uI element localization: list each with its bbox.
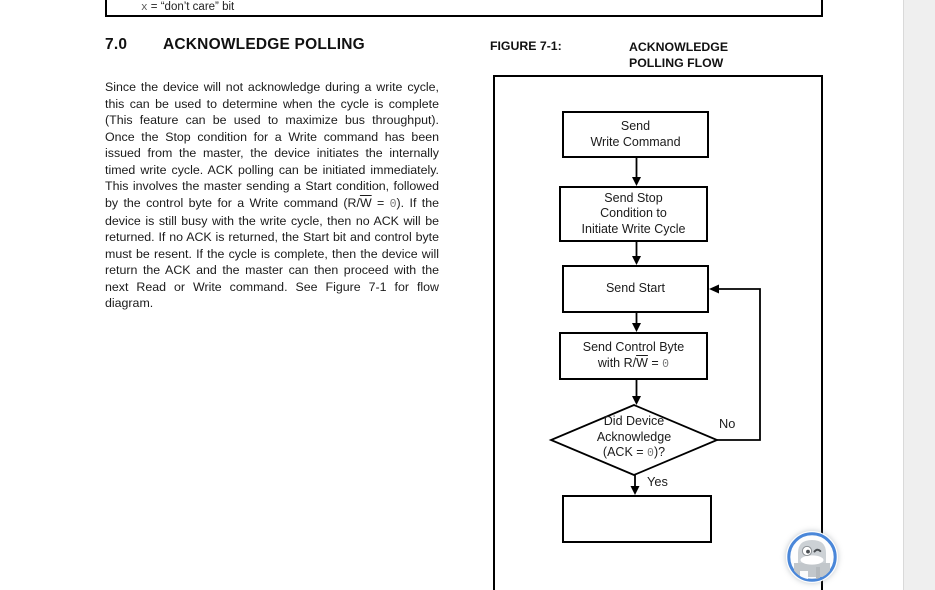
flow-step-text: Send Stop: [604, 190, 663, 205]
flow-decision-text: Did Device: [603, 414, 665, 428]
body-segment-2: ). If the device is still busy with the write cycle, then no ACK will be returned. If no ACK is returned, the Start bit and control byte must be resent. If the cycle is complete, then the device will return the ACK and the master can then proceed with the next Read or Write command. See Figure 7-1 for flow diagram.: [105, 195, 439, 311]
table-border-left: [105, 0, 107, 15]
rw-equals: =: [647, 355, 663, 370]
robot-assistant-icon: [786, 531, 838, 583]
overline-w: $\overline{W}$: [359, 195, 372, 210]
table-footnote: [141, 0, 234, 15]
body-paragraph: [105, 79, 439, 311]
flow-step-text: [598, 356, 669, 373]
flow-step-send-write-command: [562, 111, 709, 158]
figure-frame: [493, 75, 823, 590]
ack-zero: 0: [647, 447, 654, 460]
flowchart: [493, 75, 823, 590]
table-border-bottom: [105, 15, 823, 17]
flow-step-text: Send Start: [605, 281, 666, 296]
ack-pre: (ACK =: [602, 445, 648, 459]
figure-title-line2: POLLING FLOW: [629, 56, 724, 70]
flow-step-send-control-byte: [559, 332, 708, 380]
rw-pre: with R/: [597, 355, 637, 370]
figure-label: FIGURE 7-1:: [490, 39, 562, 53]
body-segment: Since the device will not acknowledge during a write cycle, this can be used to determine when the cycle is complete (This feature can be used to maximize bus throughput). Once the Stop condition for a Write command has been issued from the master, the device initiates the internally timed write cycle. ACK polling can be initiated immediately. This involves the master sending a Start condition, followed by the control byte for a Write command (R/: [105, 80, 439, 210]
ack-post: )?: [653, 445, 666, 459]
section-number: 7.0: [105, 36, 128, 53]
figure-title: [629, 39, 728, 71]
branch-label-no: No: [719, 416, 736, 431]
flow-step-text: Send Control Byte: [582, 340, 685, 354]
footnote-x-symbol: x: [141, 2, 148, 14]
table-border-right: [821, 0, 823, 15]
body-equals: =: [371, 195, 390, 210]
viewer-gutter: [903, 0, 935, 590]
flow-step-text: Condition to: [600, 206, 667, 221]
flow-decision-did-device-acknowledge: [551, 414, 717, 462]
flow-step-text: Write Command: [590, 134, 681, 149]
branch-label-yes: Yes: [647, 474, 668, 489]
rw-zero: 0: [662, 357, 670, 371]
flow-step-text: Send: [620, 119, 651, 133]
figure-header: [490, 39, 728, 71]
section-title: ACKNOWLEDGE POLLING: [163, 36, 365, 53]
assistant-widget-button[interactable]: [786, 531, 838, 583]
figure-title-line1: ACKNOWLEDGE: [629, 40, 729, 54]
footnote-text: = “don’t care” bit: [147, 1, 235, 13]
flow-step-send-start: [562, 265, 709, 313]
section-heading: [105, 36, 365, 54]
body-zero: 0: [389, 197, 397, 211]
flow-step-text: Initiate Write Cycle: [581, 221, 686, 236]
overline-w: $\overline{W}$: [636, 355, 648, 370]
flow-step-send-stop-condition: [559, 186, 708, 242]
flow-step-next-operation: [562, 495, 712, 543]
flow-decision-text: [551, 445, 717, 462]
flow-decision-text: Acknowledge: [596, 429, 672, 444]
